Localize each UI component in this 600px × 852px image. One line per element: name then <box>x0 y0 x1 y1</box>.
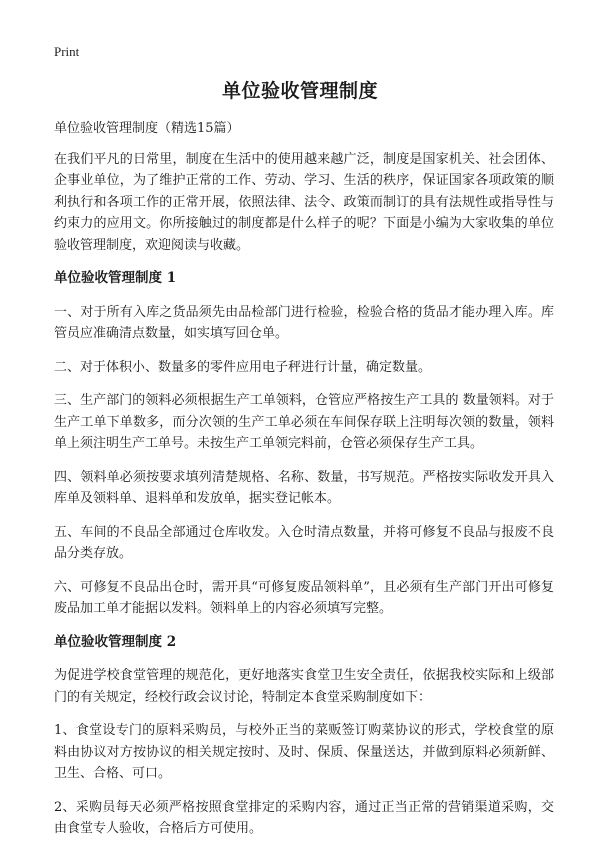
section-heading-2: 单位验收管理制度 2 <box>54 633 177 650</box>
section-1-paragraph-3: 三、生产部门的领料必须根据生产工单领料，仓管应严格按生产工具的 数量领料。对于生产工单下单数多，而分次领的生产工单必须在车间保存联上注明每次领的数量，领料单上须注明生产工单号。未按生产工单领完料前，仓管必须保存生产工具。 <box>54 393 554 451</box>
section-1-paragraph-6: 六、可修复不良品出仓时，需开具“可修复废品领料单”，且必须有生产部门开出可修复废品加工单才能据以发料。领料单上的内容必须填写完整。 <box>54 579 554 616</box>
document-subtitle: 单位验收管理制度（精选15篇） <box>54 121 240 136</box>
section-heading-1: 单位验收管理制度 1 <box>54 270 177 286</box>
intro-paragraph: 在我们平凡的日常里，制度在生活中的使用越来越广泛，制度是国家机关、社会团体、企事业单位，为了维护正常的工作、劳动、学习、生活的秩序，保证国家各项政策的顺利执行和各项工作的正常开展，依照法律、法令、政策而制订的具有法规性或指导性与约束力的应用文。你所接触过的制度都是什么样子的呢？下面是小编为大家收集的单位验收管理制度，欢迎阅读与收藏。 <box>54 151 554 253</box>
document-title: 单位验收管理制度 <box>221 80 378 102</box>
section-2-paragraph-3: 2、采购员每天必须严格按照食堂排定的采购内容，通过正当正常的营销渠道采购，交由食堂专人验收，合格后方可使用。 <box>54 799 554 836</box>
section-2-paragraph-1: 为促进学校食堂管理的规范化，更好地落实食堂卫生安全责任，依据我校实际和上级部门的有关规定，经校行政会议讨论，特制定本食堂采购制度如下： <box>54 668 554 705</box>
print-link[interactable]: Print <box>54 44 80 59</box>
section-1-paragraph-5: 五、车间的不良品全部通过仓库收发。入仓时清点数量，并将可修复不良品与报废不良品分类存放。 <box>54 524 554 561</box>
section-1-paragraph-1: 一、对于所有入库之货品须先由品检部门进行检验，检验合格的货品才能办理入库。库管员应准确清点数量，如实填写回仓单。 <box>54 304 554 341</box>
section-2-paragraph-2: 1、食堂设专门的原料采购员，与校外正当的菜贩签订购菜协议的形式，学校食堂的原料由协议对方按协议的相关规定按时、及时、保质、保量送达，并做到原料必须新鲜、卫生、合格、可口。 <box>54 723 554 781</box>
document-body <box>54 118 554 852</box>
section-1-paragraph-2: 二、对于体积小、数量多的零件应用电子秤进行计量，确定数量。 <box>54 359 432 375</box>
section-1-paragraph-4: 四、领料单必须按要求填列清楚规格、名称、数量，书写规范。严格按实际收发开具入库单及领料单、退料单和发放单，据实登记帐本。 <box>54 469 554 506</box>
